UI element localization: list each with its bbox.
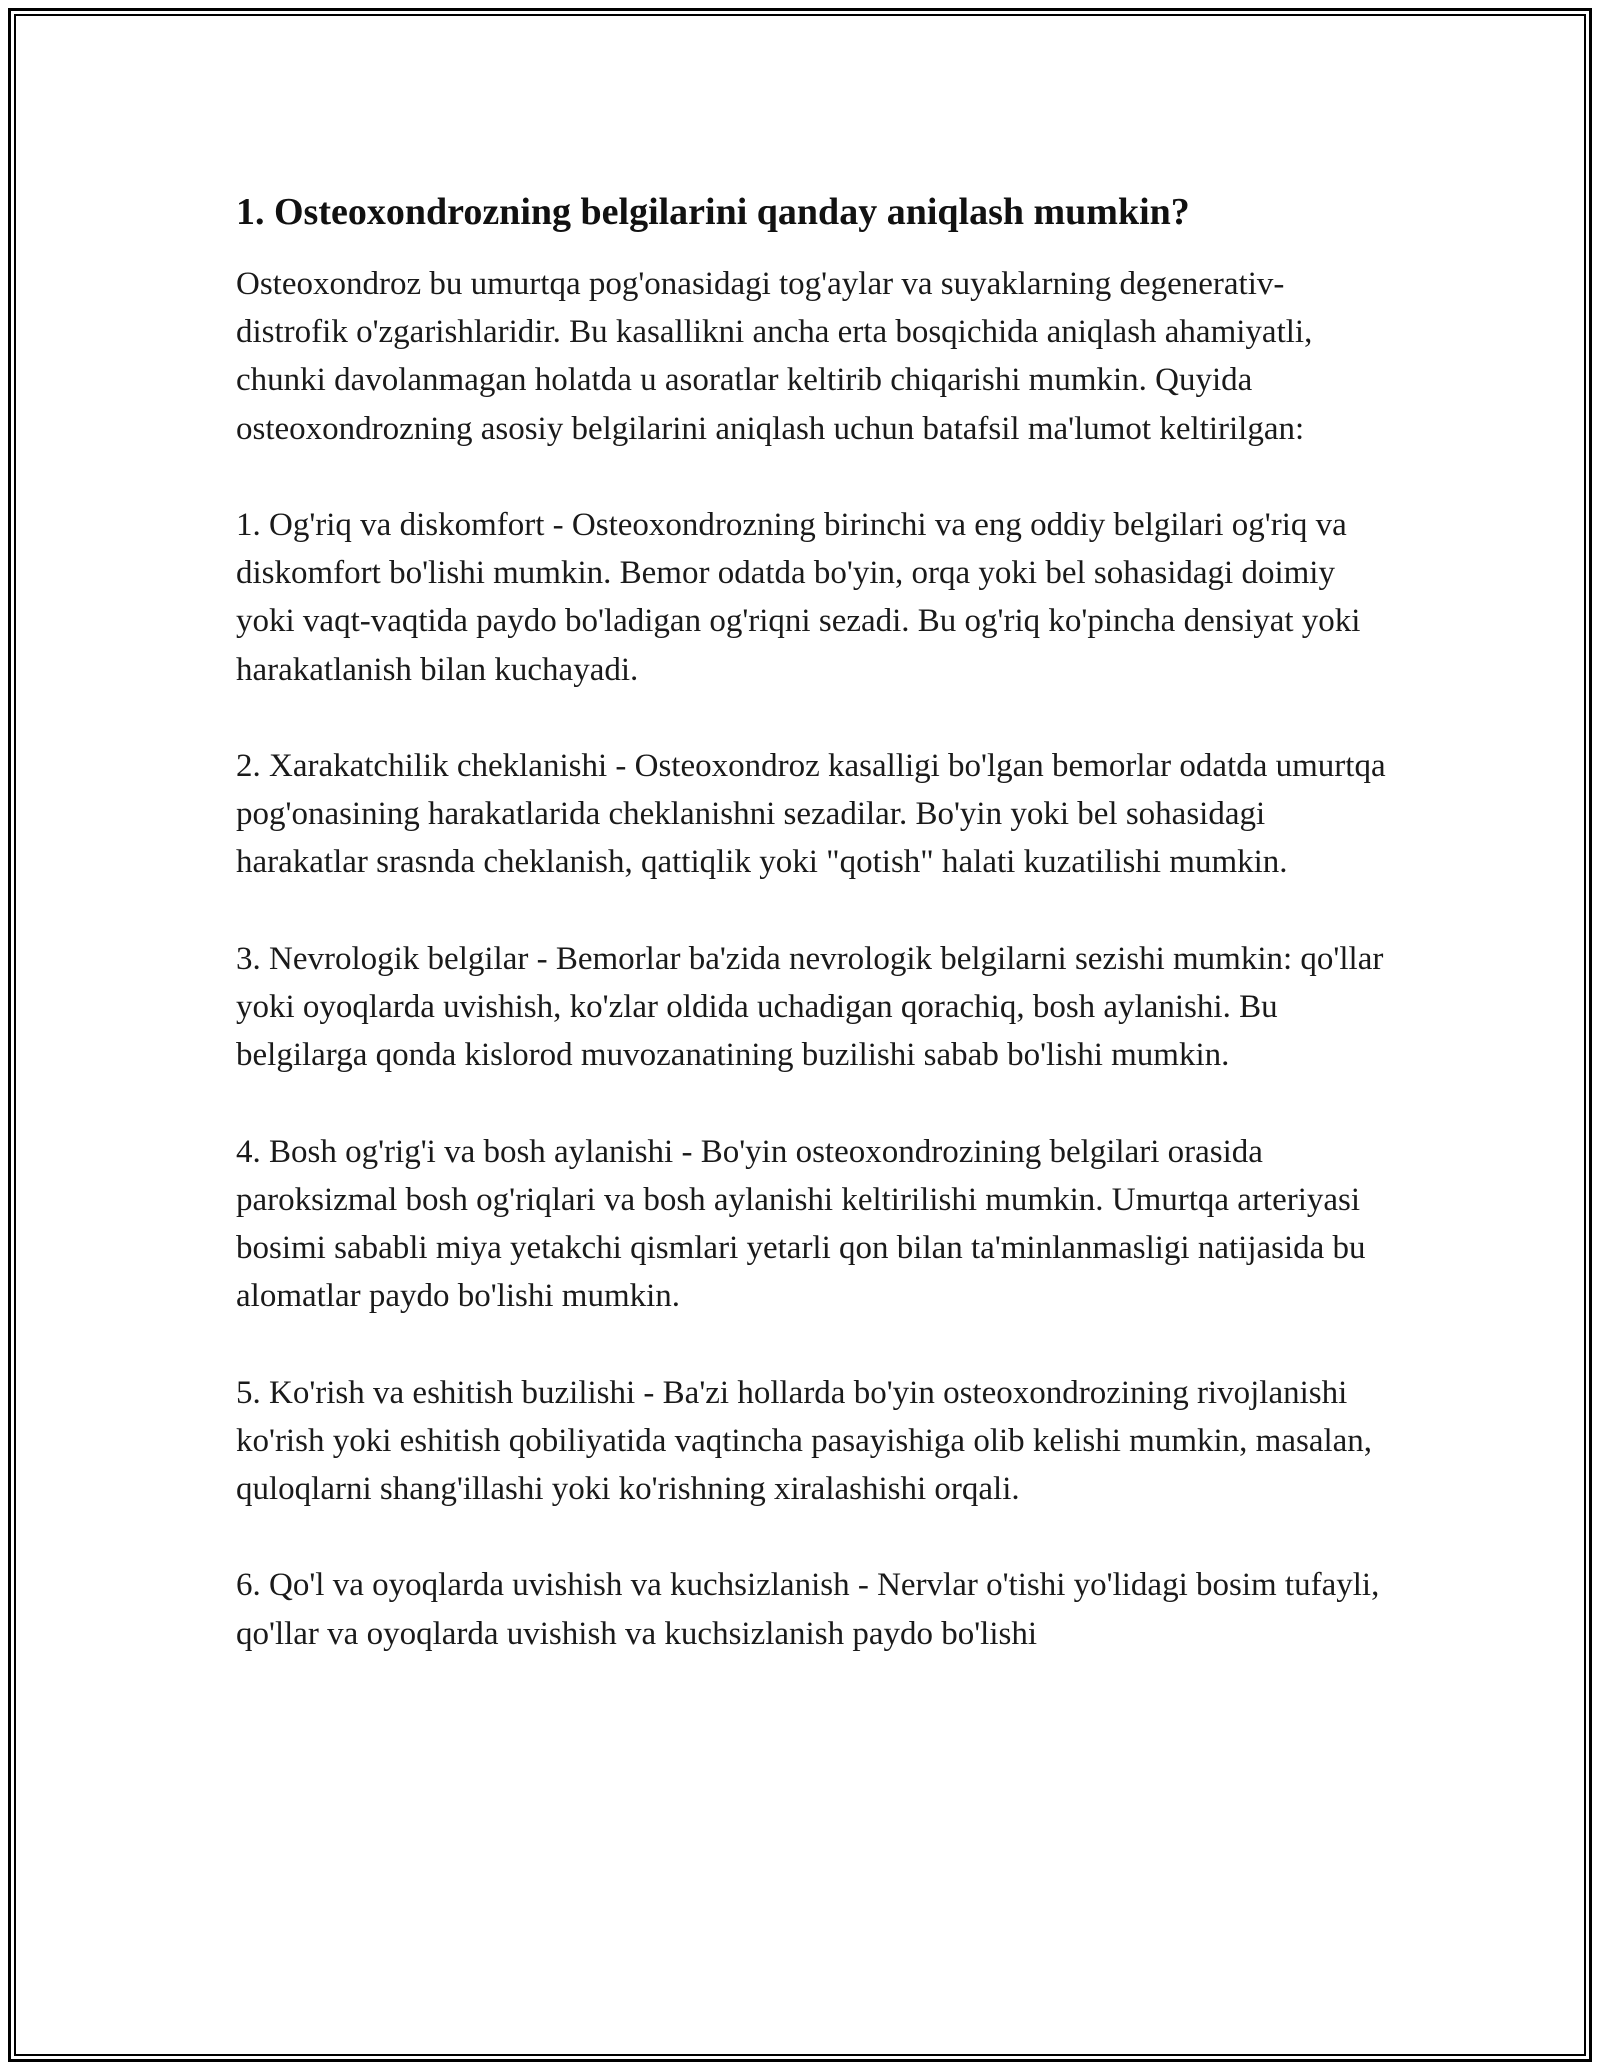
paragraph-neurological: 3. Nevrologik belgilar - Bemorlar ba'zida nevrologik belgilarni sezishi mumkin: qo'llar yoki oyoqlarda uvishish, ko'zlar oldida uchadigan qorachiq, bosh aylanishi. Bu belgilarga qonda kislorod muvozanatining buzilishi sabab bo'lishi mumkin. [236,940,1384,1074]
paragraph-numbness: 6. Qo'l va oyoqlarda uvishish va kuchsizlanish - Nervlar o'tishi yo'lidagi bosim tufayli, qo'llar va oyoqlarda uvishish va kuchsizlanish paydo bo'lishi [236,1567,1380,1652]
document-body [236,186,1386,1706]
section-heading: 1. Osteoxondrozning belgilarini qanday aniqlash mumkin? [236,191,1190,233]
paragraph-vision-hearing: 5. Ko'rish va eshitish buzilishi - Ba'zi hollarda bo'yin osteoxondrozining rivojlanishi ko'rish yoki eshitish qobiliyatida vaqtincha pasayishiga olib kelishi mumkin, masalan, quloqlarni shang'illashi yoki ko'rishning xiralashishi orqali. [236,1374,1373,1507]
paragraph-mobility: 2. Xarakatchilik cheklanishi - Osteoxondroz kasalligi bo'lgan bemorlar odatda umurtqa pog'onasining harakatlarida cheklanishni sezadilar. Bo'yin yoki bel sohasidagi harakatlar srasnda cheklanish, qattiqlik yoki "qotish" halati kuzatilishi mumkin. [236,748,1386,881]
intro-paragraph: Osteoxondroz bu umurtqa pog'onasidagi tog'aylar va suyaklarning degenerativ-distrofik o'zgarishlaridir. Bu kasallikni ancha erta bosqichida aniqlash ahamiyatli, chunki davolanmagan holatda u asoratlar keltirib chiqarishi mumkin. Quyida osteoxondrozning asosiy belgilarini aniqlash uchun batafsil ma'lumot keltirilgan: [236,266,1313,447]
paragraph-headache: 4. Bosh og'rig'i va bosh aylanishi - Bo'yin osteoxondrozining belgilari orasida paroksizmal bosh og'riqlari va bosh aylanishi keltirilishi mumkin. Umurtqa arteriyasi bosimi sababli miya yetakchi qismlari yetarli qon bilan ta'minlanmasligi natijasida bu alomatlar paydo bo'lishi mumkin. [236,1133,1366,1315]
paragraph-pain: 1. Og'riq va diskomfort - Osteoxondrozning birinchi va eng oddiy belgilari og'riq va diskomfort bo'lishi mumkin. Bemor odatda bo'yin, orqa yoki bel sohasidagi doimiy yoki vaqt-vaqtida paydo bo'ladigan og'riqni sezadi. Bu og'riq ko'pincha densiyat yoki harakatlanish bilan kuchayadi. [236,507,1361,688]
